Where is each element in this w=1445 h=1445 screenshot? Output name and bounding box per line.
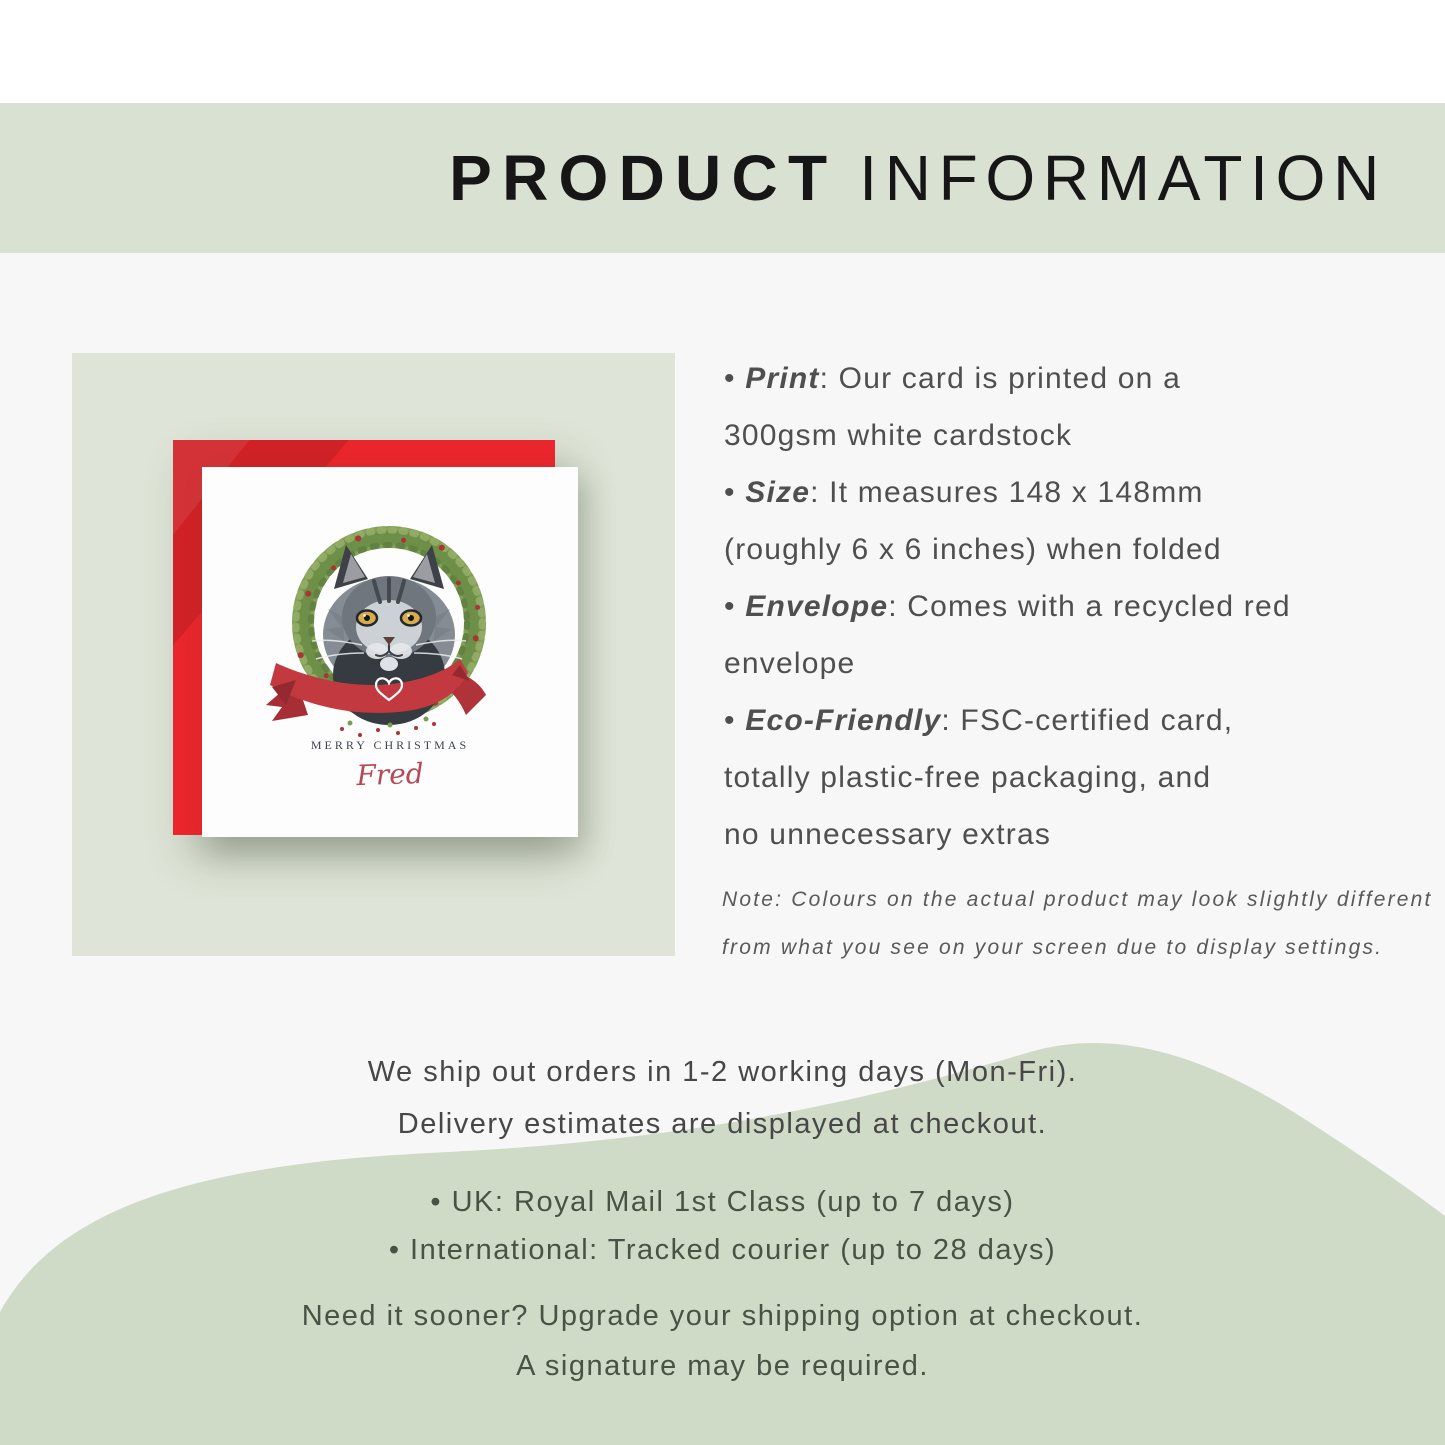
detail-line: 300gsm white cardstock (724, 419, 1073, 452)
colour-note (722, 876, 1433, 972)
colour-note-line: from what you see on your screen due to display settings. (722, 936, 1384, 959)
product-photo (72, 353, 675, 956)
card-greeting-text: MERRY CHRISTMAS (310, 738, 470, 752)
colour-note-line: Note: Colours on the actual product may look slightly different (722, 888, 1433, 911)
page-title-primary: PRODUCT (449, 142, 838, 214)
details-list (724, 350, 1414, 863)
shipping-uk-bullet: • UK: Royal Mail 1st Class (up to 7 days) (430, 1186, 1015, 1218)
detail-line: • Size: It measures 148 x 148mm (724, 476, 1204, 509)
detail-line: (roughly 6 x 6 inches) when folded (724, 533, 1222, 566)
detail-line: • Print: Our card is printed on a (724, 362, 1181, 395)
page-title-secondary: INFORMATION (859, 142, 1387, 214)
detail-line: totally plastic-free packaging, and (724, 761, 1212, 794)
detail-line: envelope (724, 647, 856, 680)
shipping-signature-line: A signature may be required. (516, 1350, 929, 1382)
detail-line: • Envelope: Comes with a recycled red (724, 590, 1291, 623)
shipping-estimate-line: Delivery estimates are displayed at checkout. (397, 1108, 1048, 1140)
card-pet-name: Fred (355, 756, 425, 793)
shipping-dispatch-line: We ship out orders in 1-2 working days (Mon-Fri). (367, 1056, 1078, 1088)
shipping-upgrade-line: Need it sooner? Upgrade your shipping option at checkout. (301, 1300, 1144, 1332)
shipping-international-bullet: • International: Tracked courier (up to 28 days) (388, 1234, 1057, 1266)
greeting-card (202, 467, 578, 837)
detail-line: • Eco-Friendly: FSC-certified card, (724, 704, 1234, 737)
detail-line: no unnecessary extras (724, 818, 1052, 851)
